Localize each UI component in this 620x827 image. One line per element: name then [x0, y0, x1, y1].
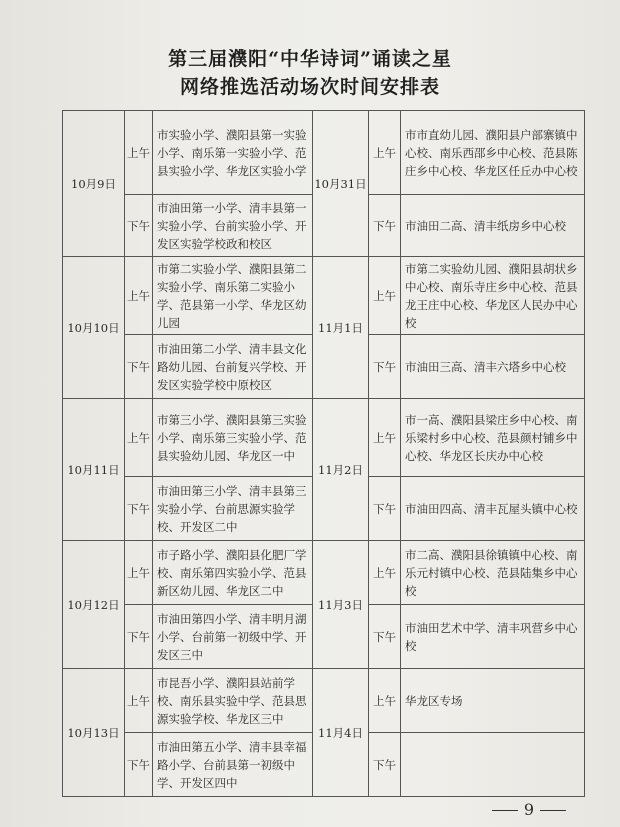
- session-label: 上午: [125, 257, 153, 335]
- schools-cell: 华龙区专场: [401, 669, 585, 733]
- schools-cell: [401, 733, 585, 797]
- session-label: 上午: [369, 541, 401, 605]
- session-label: 下午: [369, 733, 401, 797]
- session-label: 上午: [125, 111, 153, 195]
- session-label: 下午: [125, 605, 153, 669]
- date-cell: 11月1日: [313, 257, 369, 399]
- footer-dash-left: [492, 810, 518, 811]
- date-cell: 10月10日: [63, 257, 125, 399]
- schools-cell: 市油田第二小学、清丰县文化路幼儿园、台前复兴学校、开发区实验学校中原校区: [153, 335, 313, 399]
- footer-dash-right: [540, 810, 566, 811]
- schools-cell: 市第二实验幼儿园、濮阳县胡状乡中心校、南乐寺庄乡中心校、范县龙王庄中心校、华龙区人民办中心校: [401, 257, 585, 335]
- session-label: 下午: [369, 335, 401, 399]
- date-cell: 11月3日: [313, 541, 369, 669]
- schools-cell: 市昆吾小学、濮阳县站前学校、南乐县实验中学、范县思源实验学校、华龙区三中: [153, 669, 313, 733]
- session-label: 上午: [369, 111, 401, 195]
- schools-cell: 市二高、濮阳县徐镇镇中心校、南乐元村镇中心校、范县陆集乡中心校: [401, 541, 585, 605]
- schools-cell: 市油田第一小学、清丰县第一实验小学、台前实验小学、开发区实验学校政和校区: [153, 195, 313, 257]
- session-label: 下午: [125, 195, 153, 257]
- date-cell: 10月12日: [63, 541, 125, 669]
- schools-cell: 市子路小学、濮阳县化肥厂学校、南乐第四实验小学、范县新区幼儿园、华龙区二中: [153, 541, 313, 605]
- session-label: 下午: [369, 195, 401, 257]
- table-row: [63, 399, 585, 477]
- session-label: 下午: [369, 477, 401, 541]
- schools-cell: 市油田三高、清丰六塔乡中心校: [401, 335, 585, 399]
- session-label: 下午: [125, 477, 153, 541]
- session-label: 下午: [125, 335, 153, 399]
- schools-cell: 市市直幼儿园、濮阳县户部寨镇中心校、南乐西邵乡中心校、范县陈庄乡中心校、华龙区任丘办中心校: [401, 111, 585, 195]
- session-label: 上午: [369, 669, 401, 733]
- schedule-table: [62, 110, 585, 797]
- schools-cell: 市一高、濮阳县梁庄乡中心校、南乐梁村乡中心校、范县颜村铺乡中心校、华龙区长庆办中心校: [401, 399, 585, 477]
- table-row: [63, 257, 585, 335]
- table-row: [63, 669, 585, 733]
- date-cell: 10月9日: [63, 111, 125, 257]
- schools-cell: 市油田第四小学、清丰明月湖小学、台前第一初级中学、开发区三中: [153, 605, 313, 669]
- date-cell: 11月2日: [313, 399, 369, 541]
- schools-cell: 市油田二高、清丰纸房乡中心校: [401, 195, 585, 257]
- schools-cell: 市油田第三小学、清丰县第三实验小学、台前思源实验学校、开发区二中: [153, 477, 313, 541]
- page-number: 9: [523, 800, 534, 819]
- schools-cell: 市油田艺术中学、清丰巩营乡中心校: [401, 605, 585, 669]
- table-row: [63, 541, 585, 605]
- table-row: [63, 111, 585, 195]
- date-cell: 11月4日: [313, 669, 369, 797]
- session-label: 上午: [369, 257, 401, 335]
- schools-cell: 市第二实验小学、濮阳县第二实验小学、南乐第二实验小学、范县第一小学、华龙区幼儿园: [153, 257, 313, 335]
- date-cell: 10月13日: [63, 669, 125, 797]
- schools-cell: 市油田第五小学、清丰县幸福路小学、台前县第一初级中学、开发区四中: [153, 733, 313, 797]
- session-label: 上午: [369, 399, 401, 477]
- date-cell: 10月31日: [313, 111, 369, 257]
- schools-cell: 市第三小学、濮阳县第三实验小学、南乐第三实验小学、范县实验幼儿园、华龙区一中: [153, 399, 313, 477]
- date-cell: 10月11日: [63, 399, 125, 541]
- session-label: 上午: [125, 669, 153, 733]
- session-label: 上午: [125, 399, 153, 477]
- session-label: 下午: [125, 733, 153, 797]
- session-label: 下午: [369, 605, 401, 669]
- session-label: 上午: [125, 541, 153, 605]
- title-line-1: 第三届濮阳“中华诗词”诵读之星: [168, 48, 452, 70]
- schools-cell: 市油田四高、清丰瓦屋头镇中心校: [401, 477, 585, 541]
- title-line-2: 网络推选活动场次时间安排表: [179, 76, 440, 98]
- schools-cell: 市实验小学、濮阳县第一实验小学、南乐第一实验小学、范县实验小学、华龙区实验小学: [153, 111, 313, 195]
- page-footer: [486, 800, 572, 819]
